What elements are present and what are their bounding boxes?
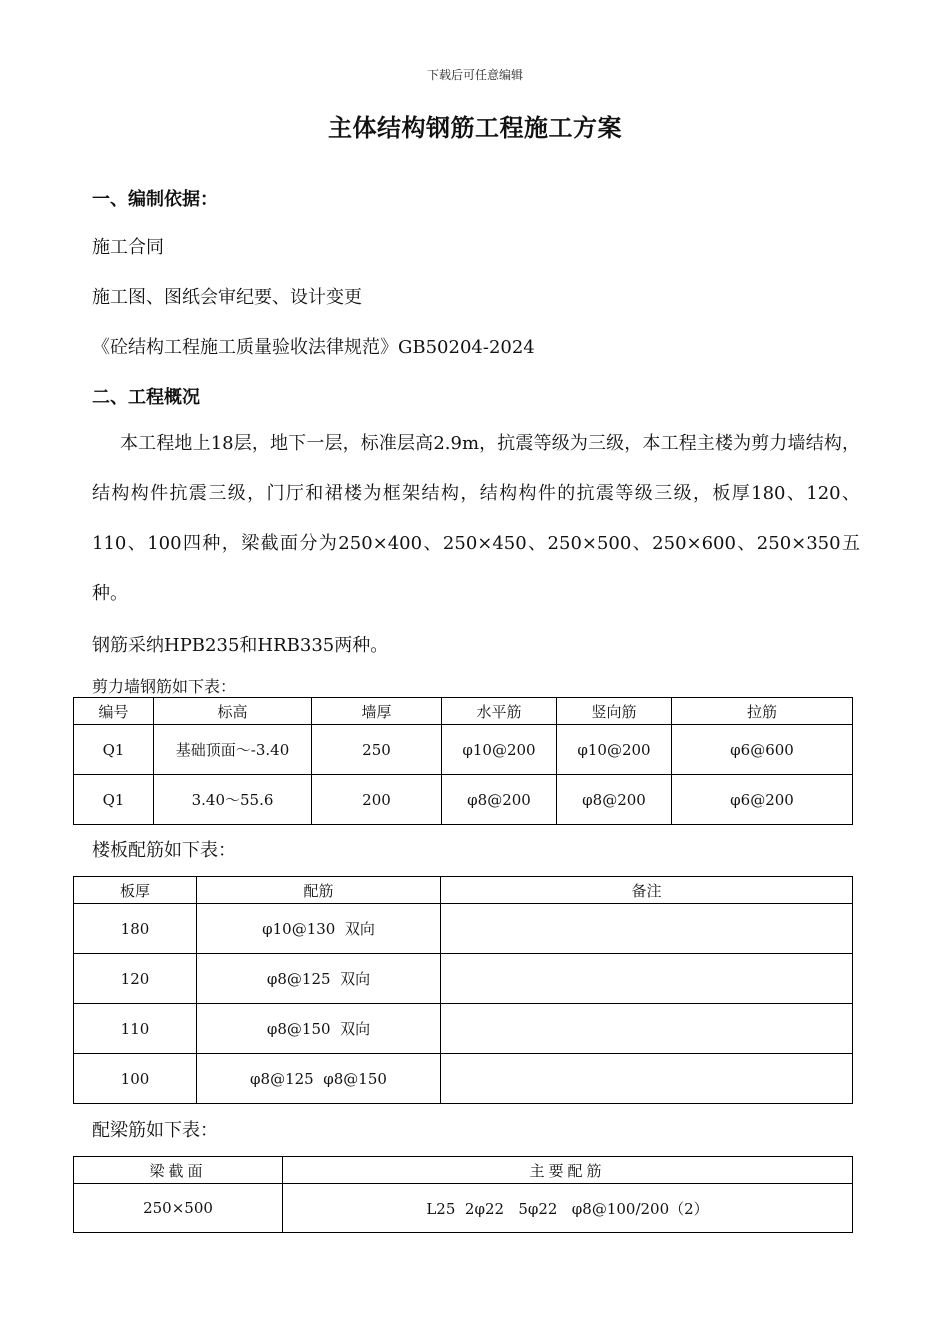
slab-table-caption: 楼板配筋如下表： — [92, 840, 236, 861]
table-cell: φ8@200 — [557, 775, 672, 825]
table-header-cell: 拉筋 — [672, 698, 853, 725]
table-cell — [441, 904, 853, 954]
wall-rebar-table — [73, 697, 853, 825]
table-cell: φ10@200 — [557, 725, 672, 775]
rebar-note: 钢筋采纳HPB235和HRB335两种。 — [92, 635, 389, 656]
section-heading-basis: 一、编制依据： — [92, 189, 218, 210]
table-cell — [441, 1004, 853, 1054]
table-cell: 3.40～55.6 — [154, 775, 312, 825]
table-cell: φ8@200 — [442, 775, 557, 825]
table-cell — [441, 1054, 853, 1104]
table-cell: φ10@200 — [442, 725, 557, 775]
table-row — [74, 775, 853, 825]
table-header-row — [74, 698, 853, 725]
table-header-cell: 标高 — [154, 698, 312, 725]
table-cell: 200 — [312, 775, 442, 825]
table-cell: 180 — [74, 904, 197, 954]
table-cell — [441, 954, 853, 1004]
table-cell: φ6@200 — [672, 775, 853, 825]
table-header-cell: 主要配筋 — [283, 1157, 853, 1184]
table-cell: φ8@125 φ8@150 — [197, 1054, 441, 1104]
table-header-cell: 梁截面 — [74, 1157, 283, 1184]
table-row — [74, 1004, 853, 1054]
table-cell: Q1 — [74, 725, 154, 775]
beam-rebar-table — [73, 1156, 853, 1233]
table-header-row — [74, 1157, 853, 1184]
table-cell: φ6@600 — [672, 725, 853, 775]
overview-paragraph: 本工程地上18层，地下一层，标准层高2.9m，抗震等级为三级，本工程主楼为剪力墙结构，结构构件抗震三级，门厅和裙楼为框架结构，结构构件的抗震等级三级，板厚180、120、110、100四种，梁截面分为250×400、250×450、250×500、250×600、250×350五种。 — [92, 433, 860, 604]
table-cell: 基础顶面～-3.40 — [154, 725, 312, 775]
table-cell: 110 — [74, 1004, 197, 1054]
table-header-cell: 编号 — [74, 698, 154, 725]
table-header-cell: 墙厚 — [312, 698, 442, 725]
wall-table-caption: 剪力墙钢筋如下表： — [92, 677, 237, 696]
document-title: 主体结构钢筋工程施工方案 — [328, 114, 622, 142]
table-cell: 120 — [74, 954, 197, 1004]
table-row — [74, 1054, 853, 1104]
table-cell: φ10@130 双向 — [197, 904, 441, 954]
table-row — [74, 725, 853, 775]
table-cell: φ8@150 双向 — [197, 1004, 441, 1054]
table-header-cell: 竖向筋 — [557, 698, 672, 725]
table-header-cell: 配筋 — [197, 877, 441, 904]
basis-item: 《砼结构工程施工质量验收法律规范》GB50204-2024 — [92, 337, 535, 358]
beam-table-caption: 配梁筋如下表： — [92, 1120, 218, 1141]
table-cell: L25 2φ22 5φ22 φ8@100/200（2） — [283, 1184, 853, 1233]
page-header: 下载后可任意编辑 — [426, 68, 523, 82]
basis-item: 施工合同 — [92, 237, 164, 258]
table-header-cell: 板厚 — [74, 877, 197, 904]
table-cell: Q1 — [74, 775, 154, 825]
table-row — [74, 954, 853, 1004]
table-cell: 250 — [312, 725, 442, 775]
section-heading-overview: 二、工程概况 — [92, 387, 200, 408]
table-cell: φ8@125 双向 — [197, 954, 441, 1004]
table-row — [74, 904, 853, 954]
table-cell: 100 — [74, 1054, 197, 1104]
table-cell: 250×500 — [74, 1184, 283, 1233]
table-header-cell: 备注 — [441, 877, 853, 904]
table-header-cell: 水平筋 — [442, 698, 557, 725]
table-row — [74, 1184, 853, 1233]
slab-rebar-table — [73, 876, 853, 1104]
basis-item: 施工图、图纸会审纪要、设计变更 — [92, 287, 362, 308]
table-header-row — [74, 877, 853, 904]
